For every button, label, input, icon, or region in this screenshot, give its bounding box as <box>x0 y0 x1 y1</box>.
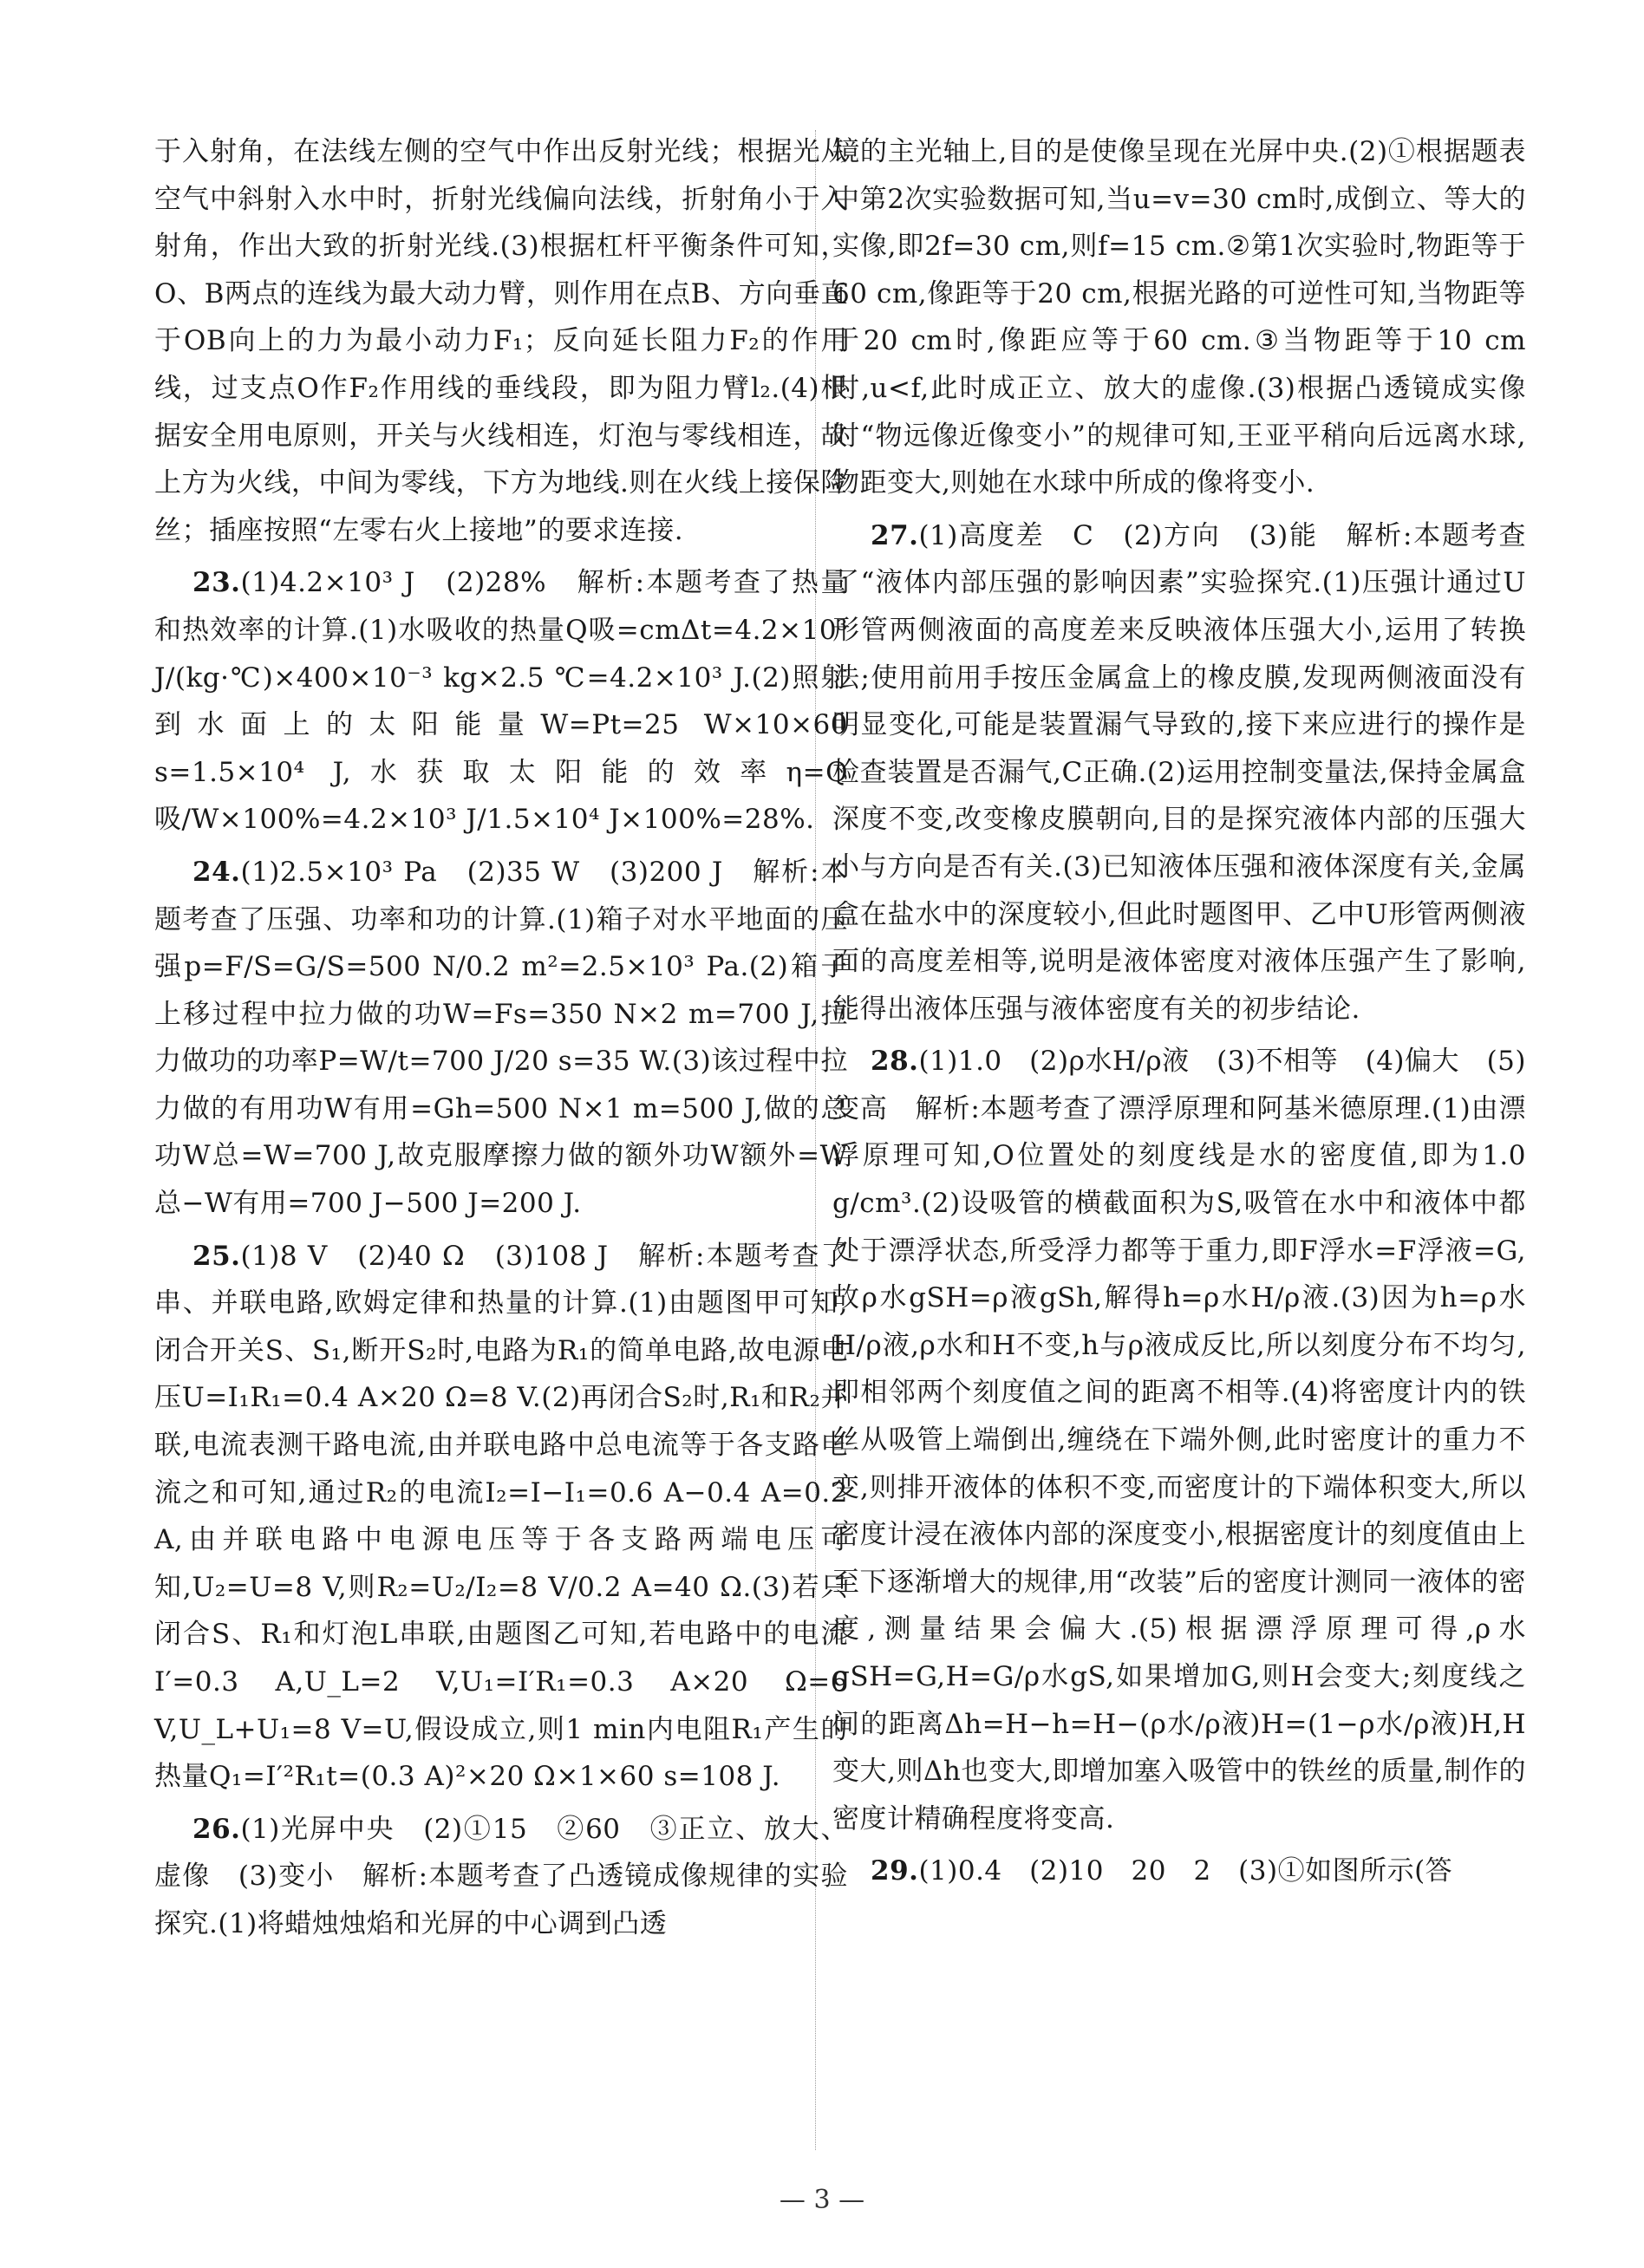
answer-28 <box>832 1038 1526 1842</box>
question-number: 28. <box>871 1046 919 1078</box>
question-number: 29. <box>871 1855 919 1887</box>
page-number: — 3 — <box>779 2185 865 2215</box>
answer-27 <box>832 512 1526 1033</box>
answer-26 <box>154 1806 848 1948</box>
question-number: 26. <box>192 1813 241 1845</box>
answer-text: (1)高度差 C (2)方向 (3)能 解析:本题考查了“液体内部压强的影响因素”实验探究.(1)压强计通过U形管两侧液面的高度差来反映液体压强大小,运用了转换法;使用前用手按压金属盒上的橡皮膜,发现两侧液面没有明显变化,可能是装置漏气导致的,接下来应进行的操作是检查装置是否漏气,C正确.(2)运用控制变量法,保持金属盒深度不变,改变橡皮膜朝向,目的是探究液体内部的压强大小与方向是否有关.(3)已知液体压强和液体深度有关,金属盒在盐水中的深度较小,但此时题图甲、乙中U形管两侧液面的高度差相等,说明是液体密度对液体压强产生了影响,能得出液体压强与液体密度有关的初步结论. <box>832 519 1526 1025</box>
answer-text: (1)0.4 (2)10 20 2 (3)①如图所示(答 <box>918 1855 1453 1887</box>
answer-text: (1)8 V (2)40 Ω (3)108 J 解析:本题考查了串、并联电路,欧姆定律和热量的计算.(1)由题图甲可知,闭合开关S、S₁,断开S₂时,电路为R₁的简单电路,故电源电压U=I₁R₁=0.4 A×20 Ω=8 V.(2)再闭合S₂时,R₁和R₂并联,电流表测干路电流,由并联电路中总电流等于各支路电流之和可知,通过R₂的电流I₂=I−I₁=0.6 A−0.4 A=0.2 A,由并联电路中电源电压等于各支路两端电压可知,U₂=U=8 V,则R₂=U₂/I₂=8 V/0.2 A=40 Ω.(3)若只闭合S、R₁和灯泡L串联,由题图乙可知,若电路中的电流I′=0.3 A,U_L=2 V,U₁=I′R₁=0.3 A×20 Ω=6 V,U_L+U₁=8 V=U,假设成立,则1 min内电阻R₁产生的热量Q₁=I′²R₁t=(0.3 A)²×20 Ω×1×60 s=108 J. <box>154 1240 848 1793</box>
left-column <box>154 128 848 1948</box>
answer-text: (1)光屏中央 (2)①15 ②60 ③正立、放大、虚像 (3)变小 解析:本题考查了凸透镜成像规律的实验探究.(1)将蜡烛烛焰和光屏的中心调到凸透 <box>154 1813 848 1939</box>
right-column <box>832 128 1526 1895</box>
answer-26-continuation: 镜的主光轴上,目的是使像呈现在光屏中央.(2)①根据题表中第2次实验数据可知,当u=v=30 cm时,成倒立、等大的实像,即2f=30 cm,则f=15 cm.②第1次实验时,物距等于60 cm,像距等于20 cm,根据光路的可逆性可知,当物距等于20 cm时,像距应等于60 cm.③当物距等于10 cm时,u<f,此时成正立、放大的虚像.(3)根据凸透镜成实像时“物远像近像变小”的规律可知,王亚平稍向后远离水球,物距变大,则她在水球中所成的像将变小. <box>832 136 1526 499</box>
answer-25 <box>154 1233 848 1801</box>
answer-29 <box>832 1848 1526 1895</box>
question-number: 25. <box>192 1240 241 1272</box>
question-number: 27. <box>871 519 919 551</box>
answer-23 <box>154 559 848 844</box>
answer-24 <box>154 849 848 1228</box>
answer-text: (1)1.0 (2)ρ水H/ρ液 (3)不相等 (4)偏大 (5)变高 解析:本题考查了漂浮原理和阿基米德原理.(1)由漂浮原理可知,O位置处的刻度线是水的密度值,即为1.0 g/cm³.(2)设吸管的横截面积为S,吸管在水中和液体中都处于漂浮状态,所受浮力都等于重力,即F浮水=F浮液=G,故ρ水gSH=ρ液gSh,解得h=ρ水H/ρ液.(3)因为h=ρ水H/ρ液,ρ水和H不变,h与ρ液成反比,所以刻度分布不均匀,即相邻两个刻度值之间的距离不相等.(4)将密度计内的铁丝从吸管上端倒出,缠绕在下端外侧,此时密度计的重力不变,则排开液体的体积不变,而密度计的下端体积变大,所以密度计浸在液体内部的深度变小,根据密度计的刻度值由上至下逐渐增大的规律,用“改装”后的密度计测同一液体的密度,测量结果会偏大.(5)根据漂浮原理可得,ρ水gSH=G,H=G/ρ水gS,如果增加G,则H会变大;刻度线之间的距离Δh=H−h=H−(ρ水/ρ液)H=(1−ρ水/ρ液)H,H变大,则Δh也变大,即增加塞入吸管中的铁丝的质量,制作的密度计精确程度将变高. <box>832 1046 1526 1835</box>
answer-text: (1)4.2×10³ J (2)28% 解析:本题考查了热量和热效率的计算.(1)水吸收的热量Q吸=cmΔt=4.2×10³ J/(kg·℃)×400×10⁻³ kg×2.5 ℃=4.2×10³ J.(2)照射到水面上的太阳能量W=Pt=25 W×10×60 s=1.5×10⁴ J,水获取太阳能的效率η=Q吸/W×100%=4.2×10³ J/1.5×10⁴ J×100%=28%. <box>154 567 848 836</box>
question-number: 24. <box>192 856 241 888</box>
question-number: 23. <box>192 567 241 599</box>
answer-text: (1)2.5×10³ Pa (2)35 W (3)200 J 解析:本题考查了压强、功率和功的计算.(1)箱子对水平地面的压强p=F/S=G/S=500 N/0.2 m²=2.5×10³ Pa.(2)箱子上移过程中拉力做的功W=Fs=350 N×2 m=700 J,拉力做功的功率P=W/t=700 J/20 s=35 W.(3)该过程中拉力做的有用功W有用=Gh=500 N×1 m=500 J,做的总功W总=W=700 J,故克服摩擦力做的额外功W额外=W总−W有用=700 J−500 J=200 J. <box>154 856 848 1220</box>
answer-22-continuation: 于入射角，在法线左侧的空气中作出反射光线；根据光从空气中斜射入水中时，折射光线偏向法线，折射角小于入射角，作出大致的折射光线.(3)根据杠杆平衡条件可知，O、B两点的连线为最大动力臂，则作用在点B、方向垂直于OB向上的力为最小动力F₁；反向延长阻力F₂的作用线，过支点O作F₂作用线的垂线段，即为阻力臂l₂.(4)根据安全用电原则，开关与火线相连，灯泡与零线相连，故上方为火线，中间为零线，下方为地线.则在火线上接保险丝；插座按照“左零右火上接地”的要求连接. <box>154 136 848 546</box>
